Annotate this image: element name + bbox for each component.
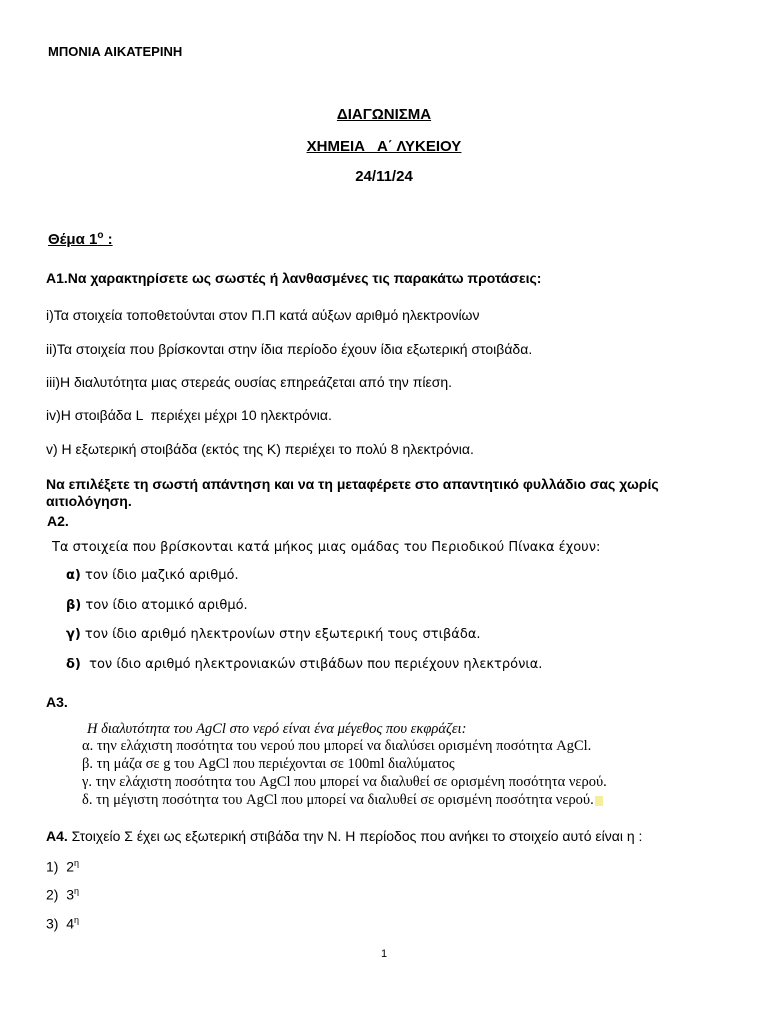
a2-option-a: α) τον ίδιο μαζικό αριθμό. <box>66 568 239 583</box>
a2-option-c: γ) τον ίδιο αριθμό ηλεκτρονίων στην εξωτερική τους στιβάδα. <box>66 627 481 642</box>
a2-option-b: β) τον ίδιο ατομικό αριθμό. <box>66 598 248 613</box>
a4-option-3: 3) $4^\eta$ <box>46 915 80 932</box>
a3-option-c: γ. την ελάχιστη ποσότητα του AgCl που μπορεί να διαλυθεί σε ορισμένη ποσότητα νερού. <box>82 774 607 790</box>
a2-question: Τα στοιχεία που βρίσκονται κατά μήκος μιας ομάδας του Περιοδικού Πίνακα έχουν: <box>52 540 601 555</box>
theme-heading: Θέμα $1^o$ : <box>48 230 113 248</box>
a4-option-2: 2) $3^\eta$ <box>46 886 80 903</box>
exam-title: ΔΙΑΓΩΝΙΣΜΑ <box>336 106 432 123</box>
a4-option-1: 1) $2^\eta$ <box>46 858 80 875</box>
instruction-text: Να επιλέξετε τη σωστή απάντηση και να τη μεταφέρετε στο απαντητικό φυλλάδιο σας χωρίς αιτιολόγηση. <box>46 476 659 509</box>
author-name: ΜΠΟΝΙΑ ΑΙΚΑΤΕΡΙΝΗ <box>48 44 183 59</box>
page-number: 1 <box>380 948 388 960</box>
statement-1: i)Τα στοιχεία τοποθετούνται στον Π.Π κατά αύξων αριθμό ηλεκτρονίων <box>46 307 480 323</box>
a3-option-b: β. τη μάζα σε g του AgCl που περιέχονται σε 100ml διαλύματος <box>82 756 455 772</box>
a2-label: Α2. <box>47 513 69 529</box>
statement-3: iii)Η διαλυτότητα μιας στερεάς ουσίας επηρεάζεται από την πίεση. <box>46 374 453 390</box>
exam-subject: ΧΗΜΕΙΑ Α΄ ΛΥΚΕΙΟΥ <box>306 138 462 155</box>
a3-label: Α3. <box>46 694 68 710</box>
highlight-mark <box>595 796 603 806</box>
a3-option-a: α. την ελάχιστη ποσότητα του νερού που μπορεί να διαλύσει ορισμένη ποσότητα AgCl. <box>82 738 592 754</box>
exam-date: 24/11/24 <box>355 168 413 185</box>
a4-question: Α4. Στοιχείο Σ έχει ως εξωτερική στιβάδα την Ν. Η περίοδος που ανήκει το στοιχείο αυτό είναι η : <box>46 828 643 844</box>
a2-option-d: δ) τον ίδιο αριθμό ηλεκτρονιακών στιβάδων που περιέχουν ηλεκτρόνια. <box>66 657 543 672</box>
a3-question: Η διαλυτότητα του AgCl στο νερό είναι ένα μέγεθος που εκφράζει: <box>87 721 467 737</box>
statement-5: v) Η εξωτερική στοιβάδα (εκτός της Κ) περιέχει το πολύ 8 ηλεκτρόνια. <box>46 441 474 457</box>
a1-heading: Α1.Να χαρακτηρίσετε ως σωστές ή λανθασμένες τις παρακάτω προτάσεις: <box>46 270 542 286</box>
statement-2: ii)Τα στοιχεία που βρίσκονται στην ίδια περίοδο έχουν ίδια εξωτερική στοιβάδα. <box>46 341 533 357</box>
statement-4: iv)Η στοιβάδα L περιέχει μέχρι 10 ηλεκτρόνια. <box>46 407 332 423</box>
a3-option-d: δ. τη μέγιστη ποσότητα του AgCl που μπορεί να διαλυθεί σε ορισμένη ποσότητα νερού. <box>82 792 603 809</box>
